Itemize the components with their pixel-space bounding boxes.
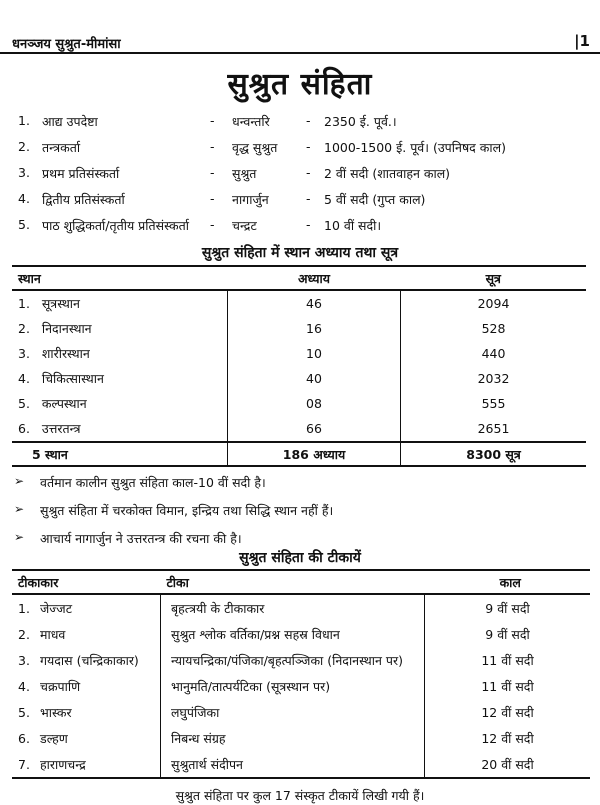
column-header: काल bbox=[425, 570, 591, 594]
dash: - bbox=[210, 139, 215, 154]
author-name: माधव bbox=[40, 626, 66, 642]
row-number: 2. bbox=[18, 626, 30, 642]
info-period: 5 वीं सदी (गुप्त काल) bbox=[324, 192, 426, 207]
sutra-cell: 2651 bbox=[401, 416, 587, 442]
sutra-cell: 555 bbox=[401, 391, 587, 416]
table-row bbox=[12, 725, 590, 751]
sthana-name: सूत्रस्थान bbox=[41, 296, 80, 311]
info-name: चन्द्रट bbox=[232, 218, 257, 233]
table-row bbox=[12, 316, 586, 341]
total-adhyaya: 186 अध्याय bbox=[228, 442, 401, 466]
sutra-cell: 528 bbox=[401, 316, 587, 341]
row-number: 1. bbox=[18, 296, 30, 311]
table-row bbox=[12, 699, 590, 725]
table-row bbox=[12, 647, 590, 673]
teeka-table bbox=[12, 569, 590, 779]
teeka-cell: बृहत्त्रयी के टीकाकार bbox=[161, 594, 425, 621]
footer-note: सुश्रुत संहिता पर कुल 17 संस्कृत टीकायें लिखी गयी हैं। bbox=[175, 788, 425, 803]
author-name: गयदास (चन्द्रिकाकार) bbox=[40, 652, 139, 668]
sthana-name: उत्तरतन्त्र bbox=[41, 421, 81, 436]
dash: - bbox=[306, 191, 311, 206]
teeka-cell: न्यायचन्द्रिका/पंजिका/बृहत्पञ्जिका (निदानस्थान पर) bbox=[161, 647, 425, 673]
dash: - bbox=[306, 165, 311, 180]
adhyaya-cell: 10 bbox=[228, 341, 401, 366]
total-row bbox=[12, 442, 586, 466]
author-cell bbox=[12, 594, 161, 621]
row-number: 1. bbox=[18, 600, 30, 616]
arrow-bullet-icon: ➢ bbox=[14, 474, 25, 488]
info-period: 10 वीं सदी। bbox=[324, 218, 382, 233]
column-header: अध्याय bbox=[228, 266, 401, 290]
teeka-cell: सुश्रुत श्लोक वर्तिका/प्रश्न सहस्र विधान bbox=[161, 621, 425, 647]
period-cell: 11 वीं सदी bbox=[425, 647, 591, 673]
info-number: 3. bbox=[18, 165, 30, 180]
info-label: पाठ शुद्धिकर्ता/तृतीय प्रतिसंस्कर्ता bbox=[42, 218, 189, 233]
teeka-cell: सुश्रुतार्थ संदीपन bbox=[161, 751, 425, 778]
info-label: प्रथम प्रतिसंस्कर्ता bbox=[42, 166, 120, 181]
note-text: आचार्य नागार्जुन ने उत्तरतन्त्र की रचना की है। bbox=[40, 531, 242, 546]
row-number: 3. bbox=[18, 346, 30, 361]
adhyaya-cell: 16 bbox=[228, 316, 401, 341]
sthana-name-cell bbox=[12, 290, 228, 316]
period-cell: 12 वीं सदी bbox=[425, 699, 591, 725]
row-number: 7. bbox=[18, 756, 30, 772]
total-sthana: 5 स्थान bbox=[12, 442, 228, 466]
table-row bbox=[12, 341, 586, 366]
author-cell bbox=[12, 647, 161, 673]
info-label: आद्य उपदेष्टा bbox=[42, 114, 98, 129]
info-row bbox=[14, 191, 584, 217]
info-number: 1. bbox=[18, 113, 30, 128]
row-number: 6. bbox=[18, 421, 30, 436]
page-number: |1 bbox=[574, 32, 590, 50]
column-header: टीका bbox=[161, 570, 425, 594]
dash: - bbox=[210, 113, 215, 128]
arrow-bullet-icon: ➢ bbox=[14, 502, 25, 516]
author-cell bbox=[12, 621, 161, 647]
author-name: भास्कर bbox=[40, 704, 72, 720]
table-row bbox=[12, 673, 590, 699]
book-title: धनञ्जय सुश्रुत-मीमांसा bbox=[12, 37, 121, 52]
note-text: वर्तमान कालीन सुश्रुत संहिता काल-10 वीं सदी है। bbox=[40, 475, 266, 490]
dash: - bbox=[210, 217, 215, 232]
dash: - bbox=[210, 191, 215, 206]
page-title: सुश्रुत संहिता bbox=[227, 67, 373, 102]
sthana-name-cell bbox=[12, 391, 228, 416]
teeka-cell: भानुमति/तात्पर्यटिका (सूत्रस्थान पर) bbox=[161, 673, 425, 699]
info-number: 4. bbox=[18, 191, 30, 206]
row-number: 4. bbox=[18, 371, 30, 386]
row-number: 5. bbox=[18, 396, 30, 411]
sthana-section-heading: सुश्रुत संहिता में स्थान अध्याय तथा सूत्र bbox=[201, 245, 399, 261]
info-period: 2 वीं सदी (शातवाहन काल) bbox=[324, 166, 451, 181]
info-row bbox=[14, 165, 584, 191]
note-text: सुश्रुत संहिता में चरकोक्त विमान, इन्द्रिय तथा सिद्धि स्थान नहीं हैं। bbox=[40, 503, 334, 518]
sthana-name-cell bbox=[12, 316, 228, 341]
sthana-table bbox=[12, 265, 586, 467]
adhyaya-cell: 66 bbox=[228, 416, 401, 442]
info-name: वृद्ध सुश्रुत bbox=[232, 140, 278, 155]
table-header-row bbox=[12, 266, 586, 290]
sthana-name: निदानस्थान bbox=[41, 321, 92, 336]
table-row bbox=[12, 391, 586, 416]
dash: - bbox=[210, 165, 215, 180]
period-cell: 12 वीं सदी bbox=[425, 725, 591, 751]
column-header: टीकाकार bbox=[12, 570, 161, 594]
row-number: 5. bbox=[18, 704, 30, 720]
row-number: 3. bbox=[18, 652, 30, 668]
period-cell: 9 वीं सदी bbox=[425, 621, 591, 647]
info-row bbox=[14, 113, 584, 139]
sthana-name: कल्पस्थान bbox=[41, 396, 87, 411]
info-list bbox=[14, 113, 584, 243]
sutra-cell: 440 bbox=[401, 341, 587, 366]
sthana-name: शारीरस्थान bbox=[41, 346, 90, 361]
period-cell: 11 वीं सदी bbox=[425, 673, 591, 699]
adhyaya-cell: 08 bbox=[228, 391, 401, 416]
table-row bbox=[12, 366, 586, 391]
table-row bbox=[12, 290, 586, 316]
adhyaya-cell: 40 bbox=[228, 366, 401, 391]
info-period: 1000-1500 ई. पूर्व। (उपनिषद काल) bbox=[324, 140, 506, 155]
author-cell bbox=[12, 725, 161, 751]
sthana-name-cell bbox=[12, 341, 228, 366]
author-name: चक्रपाणि bbox=[40, 678, 81, 694]
info-name: सुश्रुत bbox=[232, 166, 257, 181]
table-header-row bbox=[12, 570, 590, 594]
author-name: जेज्जट bbox=[40, 600, 73, 616]
info-row bbox=[14, 217, 584, 243]
info-row bbox=[14, 139, 584, 165]
teeka-cell: निबन्ध संग्रह bbox=[161, 725, 425, 751]
sutra-cell: 2032 bbox=[401, 366, 587, 391]
sthana-name-cell bbox=[12, 416, 228, 442]
sthana-name: चिकित्सास्थान bbox=[41, 371, 104, 386]
adhyaya-cell: 46 bbox=[228, 290, 401, 316]
info-label: तन्त्रकर्ता bbox=[42, 140, 81, 155]
author-name: हाराणचन्द्र bbox=[40, 756, 86, 772]
info-name: नागार्जुन bbox=[232, 192, 269, 207]
table-row bbox=[12, 416, 586, 442]
period-cell: 20 वीं सदी bbox=[425, 751, 591, 778]
info-period: 2350 ई. पूर्व.। bbox=[324, 114, 397, 129]
author-cell bbox=[12, 673, 161, 699]
table-row bbox=[12, 751, 590, 778]
row-number: 2. bbox=[18, 321, 30, 336]
author-cell bbox=[12, 751, 161, 778]
teeka-section-heading: सुश्रुत संहिता की टीकायें bbox=[239, 550, 361, 566]
table-row bbox=[12, 621, 590, 647]
arrow-bullet-icon: ➢ bbox=[14, 530, 25, 544]
row-number: 6. bbox=[18, 730, 30, 746]
table-row bbox=[12, 594, 590, 621]
author-cell bbox=[12, 699, 161, 725]
info-label: द्वितीय प्रतिसंस्कर्ता bbox=[42, 192, 125, 207]
header-divider bbox=[0, 52, 600, 54]
info-number: 2. bbox=[18, 139, 30, 154]
column-header: स्थान bbox=[12, 266, 228, 290]
row-number: 4. bbox=[18, 678, 30, 694]
sutra-cell: 2094 bbox=[401, 290, 587, 316]
teeka-cell: लघुपंजिका bbox=[161, 699, 425, 725]
dash: - bbox=[306, 139, 311, 154]
column-header: सूत्र bbox=[401, 266, 587, 290]
period-cell: 9 वीं सदी bbox=[425, 594, 591, 621]
dash: - bbox=[306, 217, 311, 232]
info-number: 5. bbox=[18, 217, 30, 232]
author-name: डल्हण bbox=[40, 730, 68, 746]
total-sutra: 8300 सूत्र bbox=[401, 442, 587, 466]
sthana-name-cell bbox=[12, 366, 228, 391]
dash: - bbox=[306, 113, 311, 128]
info-name: धन्वन्तरि bbox=[232, 114, 270, 129]
